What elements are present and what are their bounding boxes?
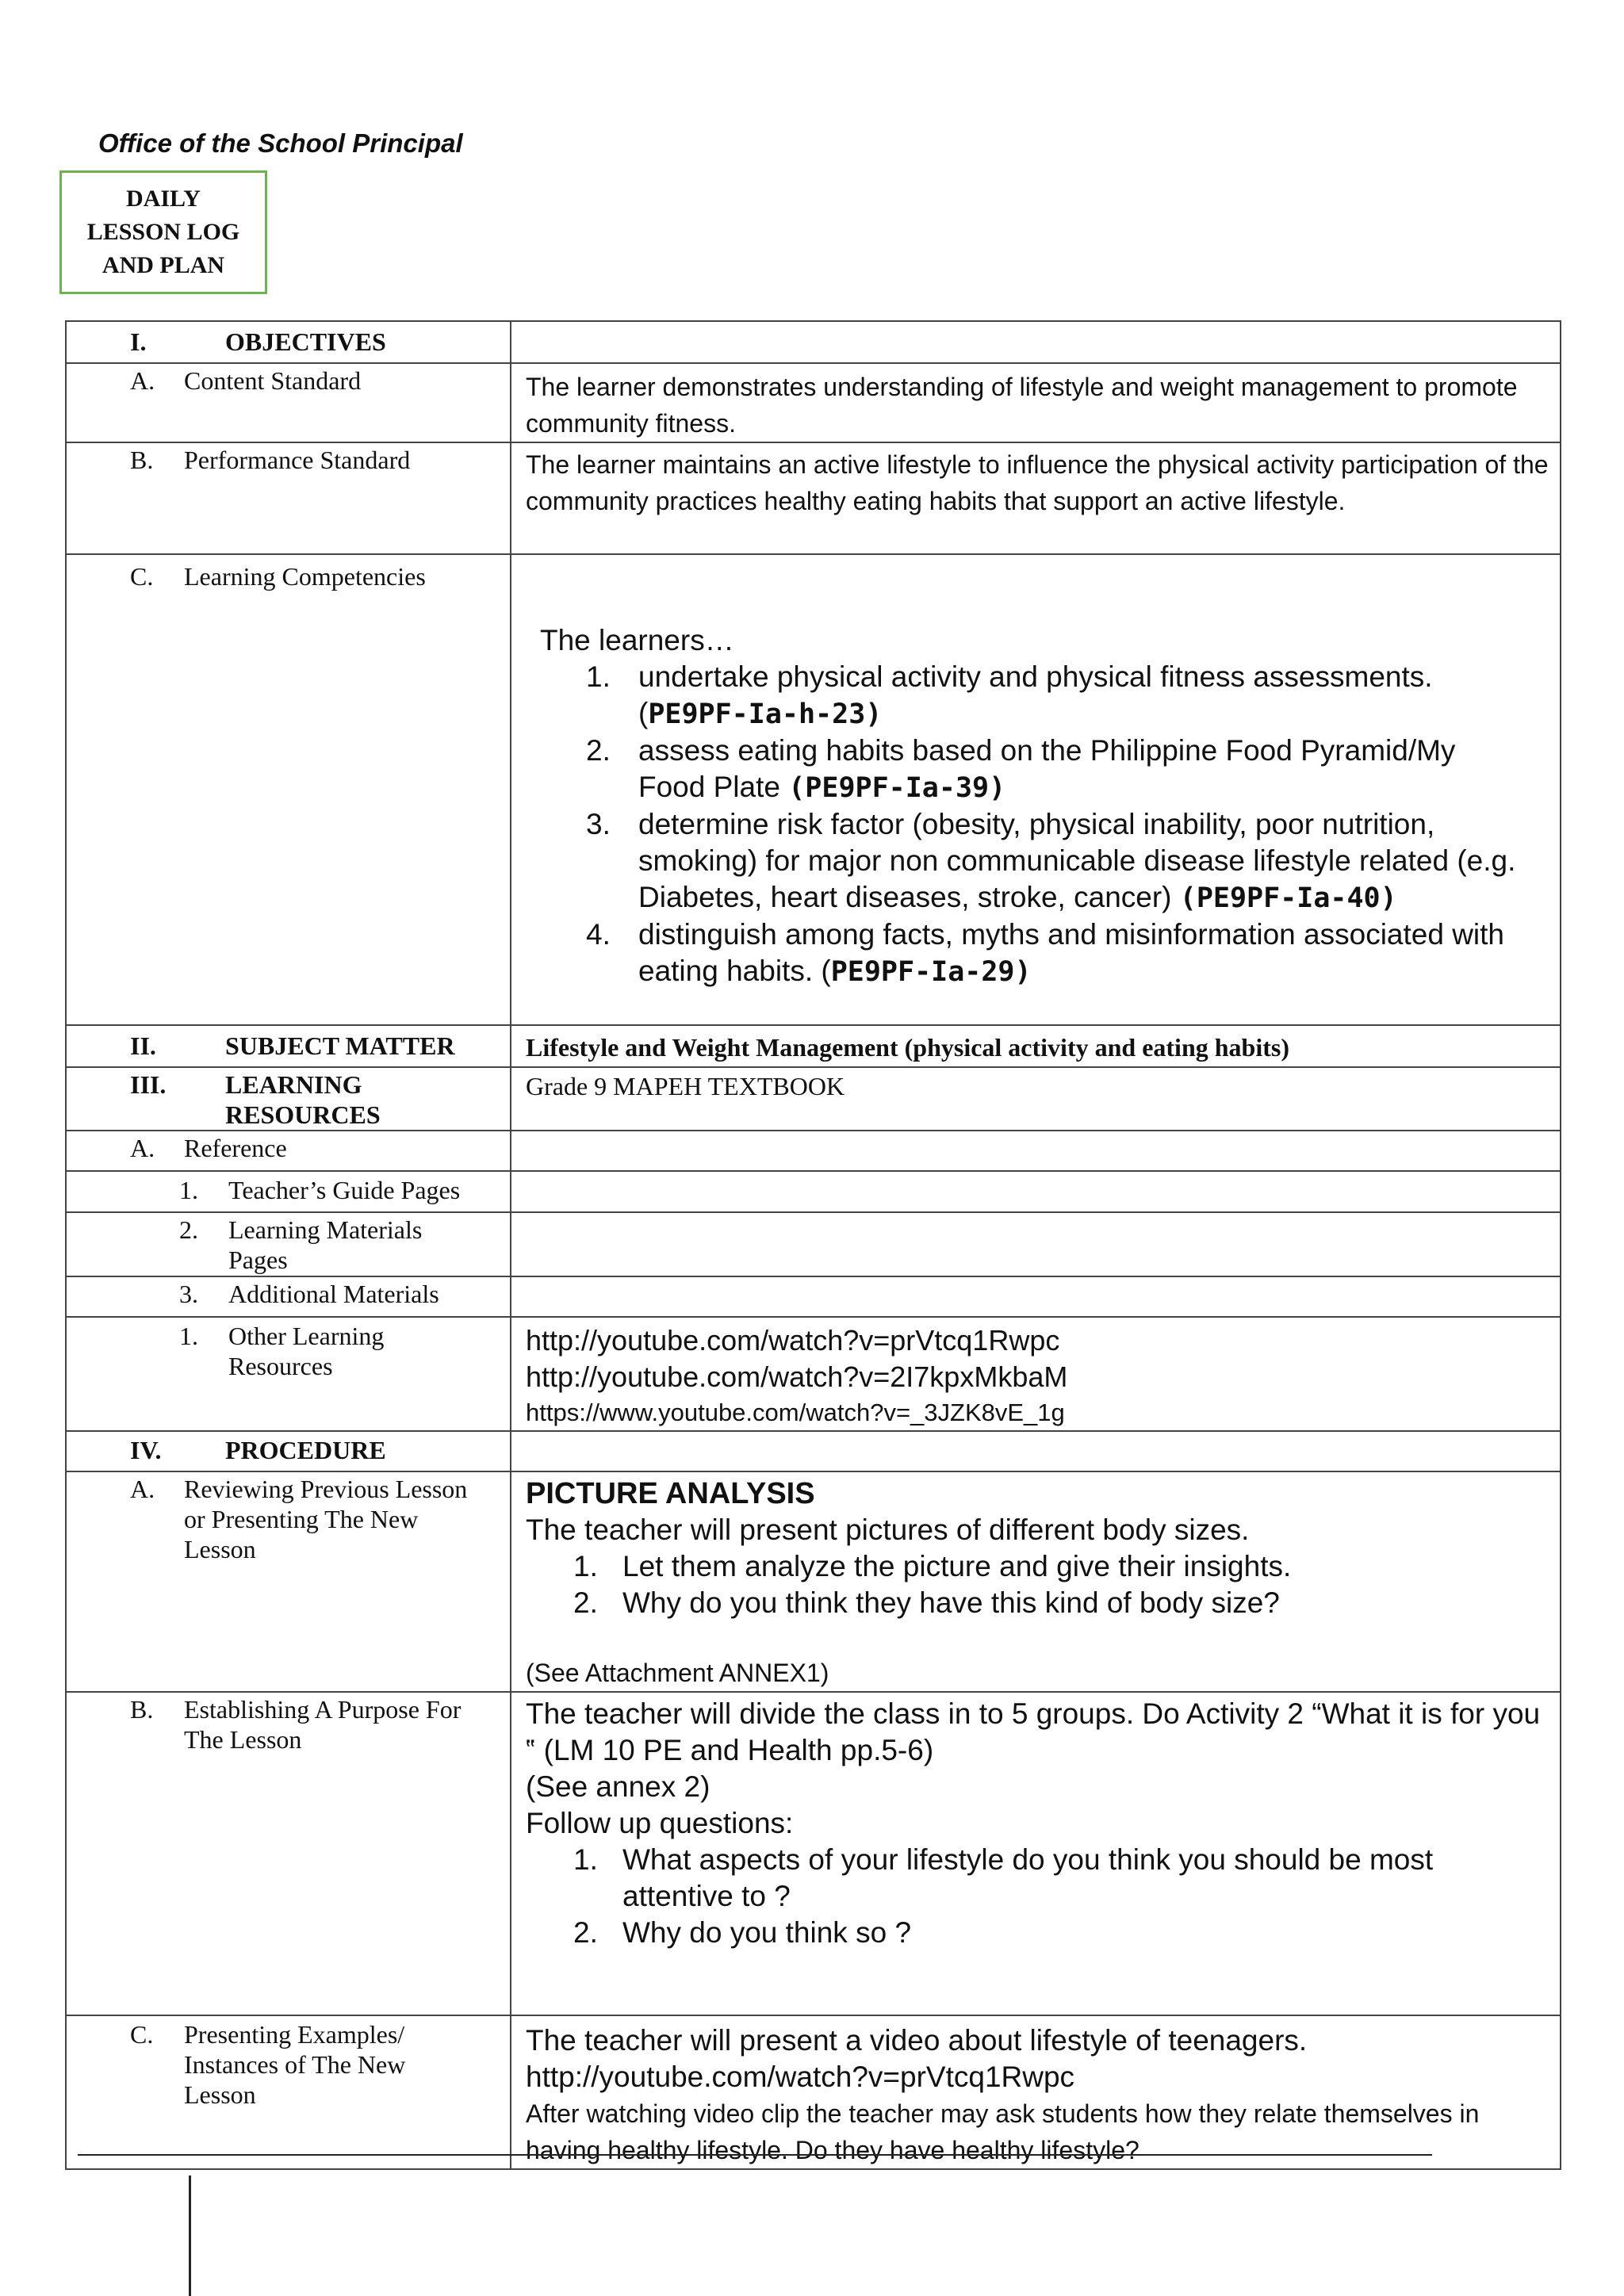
competency-item: 1. undertake physical activity and physical fitness assessments. (PE9PF-Ia-h-23): [586, 660, 1433, 730]
learning-materials-num: 2.: [179, 1215, 198, 1244]
row-other-resources: [66, 1317, 1561, 1431]
row-subject-matter: [66, 1025, 1561, 1067]
subject-matter-roman: II.: [130, 1031, 156, 1060]
row-learning-materials: [66, 1212, 1561, 1276]
performance-standard-label: Performance Standard: [184, 446, 411, 474]
learners-intro: The learners…: [540, 624, 734, 656]
performance-standard-text: The learner maintains an active lifestyle to influence the physical activity participation of the community practices healthy eating habits that support an active lifestyle.: [526, 450, 1549, 515]
other-resources-num: 1.: [179, 1322, 198, 1350]
competency-code: PE9PF-Ia-h-23): [648, 698, 883, 730]
teachers-guide-label-cell: [66, 1171, 511, 1212]
other-resources-label: Other Learning Resources: [228, 1322, 385, 1380]
objectives-label-cell: [66, 321, 511, 363]
resource-link[interactable]: http://youtube.com/watch?v=prVtcq1Rwpc: [526, 1324, 1060, 1357]
subject-matter-value-cell: [511, 1025, 1561, 1067]
procedure-roman: IV.: [130, 1436, 162, 1464]
content-standard-value-cell: [511, 363, 1561, 442]
learning-competencies-letter: C.: [130, 562, 154, 591]
row-reference: [66, 1131, 1561, 1171]
competency-item: 4. distinguish among facts, myths and misinformation associated with eating habits. (PE9PF-Ia-29): [586, 918, 1505, 988]
resource-link[interactable]: http://youtube.com/watch?v=2I7kpxMkbaM: [526, 1360, 1068, 1393]
purpose-value-cell: [511, 1692, 1561, 2015]
examples-label: Presenting Examples/ Instances of The New Lesson: [184, 2020, 406, 2109]
content-standard-label: Content Standard: [184, 366, 362, 395]
row-content-standard: [66, 363, 1561, 442]
follow-up-question: 2. Why do you think so ?: [573, 1916, 912, 1949]
learning-materials-label: Learning Materials Pages: [228, 1215, 423, 1274]
examples-line1: The teacher will present a video about lifestyle of teenagers.: [526, 2024, 1308, 2057]
reviewing-value-cell: [511, 1471, 1561, 1692]
follow-up-heading: Follow up questions:: [526, 1807, 794, 1839]
office-title: Office of the School Principal: [98, 128, 463, 158]
teachers-guide-num: 1.: [179, 1176, 198, 1204]
follow-up-question: 1. What aspects of your lifestyle do you think you should be most attentive to ?: [573, 1843, 1434, 1912]
box-line-1: DAILY: [126, 186, 201, 212]
procedure-heading: PROCEDURE: [225, 1436, 386, 1464]
learning-materials-label-cell: [66, 1212, 511, 1276]
reference-letter: A.: [130, 1134, 155, 1162]
reviewing-question: 1. Let them analyze the picture and give their insights.: [573, 1550, 1292, 1582]
reference-label-cell: [66, 1131, 511, 1171]
row-procedure: [66, 1431, 1561, 1471]
examples-label-cell: [66, 2015, 511, 2169]
additional-materials-value-cell: [511, 1276, 1561, 1317]
objectives-roman: I.: [130, 327, 147, 356]
box-line-2: LESSON LOG: [86, 219, 240, 245]
row-learning-resources: [66, 1067, 1561, 1131]
examples-line2: After watching video clip the teacher may ask students how they relate themselves in having healthy lifestyle. Do they have healthy lifestyle?: [526, 2099, 1480, 2164]
competency-code: PE9PF-Ia-29): [830, 956, 1032, 988]
content-standard-letter: A.: [130, 366, 155, 395]
purpose-letter: B.: [130, 1695, 154, 1724]
examples-link[interactable]: http://youtube.com/watch?v=prVtcq1Rwpc: [526, 2061, 1075, 2093]
reference-label: Reference: [184, 1134, 287, 1162]
subject-matter-heading: SUBJECT MATTER: [225, 1031, 455, 1060]
row-learning-competencies: [66, 554, 1561, 1025]
objectives-heading: OBJECTIVES: [225, 327, 386, 356]
subject-matter-label-cell: [66, 1025, 511, 1067]
row-objectives: [66, 321, 1561, 363]
daily-lesson-log-box: [59, 170, 267, 294]
purpose-label: Establishing A Purpose For The Lesson: [184, 1695, 462, 1754]
teachers-guide-label: Teacher’s Guide Pages: [228, 1176, 461, 1204]
learning-competencies-label: Learning Competencies: [184, 562, 426, 591]
reference-value-cell: [511, 1131, 1561, 1171]
learning-competencies-label-cell: [66, 554, 511, 1025]
reviewing-intro: The teacher will present pictures of different body sizes.: [526, 1513, 1250, 1546]
learning-resources-heading: LEARNING RESOURCES: [225, 1070, 381, 1129]
additional-materials-label-cell: [66, 1276, 511, 1317]
learning-competencies-value-cell: [511, 554, 1561, 1025]
box-line-3: AND PLAN: [102, 252, 225, 278]
purpose-annex: (See annex 2): [526, 1770, 710, 1803]
procedure-value-cell: [511, 1431, 1561, 1471]
performance-standard-label-cell: [66, 442, 511, 554]
competency-code: (PE9PF-Ia-40): [1179, 882, 1397, 914]
additional-materials-label: Additional Materials: [228, 1280, 439, 1308]
row-purpose: [66, 1692, 1561, 2015]
competency-item: 2. assess eating habits based on the Philippine Food Pyramid/My Food Plate (PE9PF-Ia-39): [586, 734, 1456, 804]
learning-materials-value-cell: [511, 1212, 1561, 1276]
subject-matter-text: Lifestyle and Weight Management (physical activity and eating habits): [526, 1033, 1289, 1062]
learning-resources-value-cell: [511, 1067, 1561, 1131]
performance-standard-letter: B.: [130, 446, 154, 474]
resource-link[interactable]: https://www.youtube.com/watch?v=_3JZK8vE_1g: [526, 1399, 1065, 1426]
objectives-value-cell: [511, 321, 1561, 363]
lesson-plan-table: [65, 320, 1561, 2170]
reviewing-question: 2. Why do you think they have this kind of body size?: [573, 1586, 1280, 1619]
teachers-guide-value-cell: [511, 1171, 1561, 1212]
footer-vertical-line: [189, 2175, 191, 2296]
annex1-note: (See Attachment ANNEX1): [526, 1659, 829, 1687]
content-standard-text: The learner demonstrates understanding of lifestyle and weight management to promote community fitness.: [526, 373, 1518, 438]
competency-code: (PE9PF-Ia-39): [788, 772, 1006, 804]
other-resources-label-cell: [66, 1317, 511, 1431]
learning-resources-text: Grade 9 MAPEH TEXTBOOK: [526, 1072, 845, 1100]
examples-value-cell: [511, 2015, 1561, 2169]
reviewing-label-cell: [66, 1471, 511, 1692]
row-examples: [66, 2015, 1561, 2169]
learning-resources-roman: III.: [130, 1070, 167, 1099]
performance-standard-value-cell: [511, 442, 1561, 554]
reviewing-label: Reviewing Previous Lesson or Presenting The New Lesson: [184, 1475, 468, 1563]
row-teachers-guide: [66, 1171, 1561, 1212]
content-standard-label-cell: [66, 363, 511, 442]
additional-materials-num: 3.: [179, 1280, 198, 1308]
learning-resources-label-cell: [66, 1067, 511, 1131]
competency-item: 3. determine risk factor (obesity, physical inability, poor nutrition, smoking) for major non communicable disease lifestyle related (e.g. Diabetes, heart diseases, stroke, cancer) (PE9PF-Ia-40): [586, 808, 1516, 914]
examples-letter: C.: [130, 2020, 154, 2049]
row-performance-standard: [66, 442, 1561, 554]
reviewing-letter: A.: [130, 1475, 155, 1503]
row-additional-materials: [66, 1276, 1561, 1317]
purpose-intro: The teacher will divide the class in to 5 groups. Do Activity 2 “What it is for you ‟ (LM 10 PE and Health pp.5-6): [526, 1697, 1541, 1766]
picture-analysis-heading: PICTURE ANALYSIS: [526, 1477, 815, 1510]
other-resources-value-cell: [511, 1317, 1561, 1431]
row-reviewing: [66, 1471, 1561, 1692]
footer-rule: [78, 2154, 1432, 2156]
procedure-label-cell: [66, 1431, 511, 1471]
purpose-label-cell: [66, 1692, 511, 2015]
